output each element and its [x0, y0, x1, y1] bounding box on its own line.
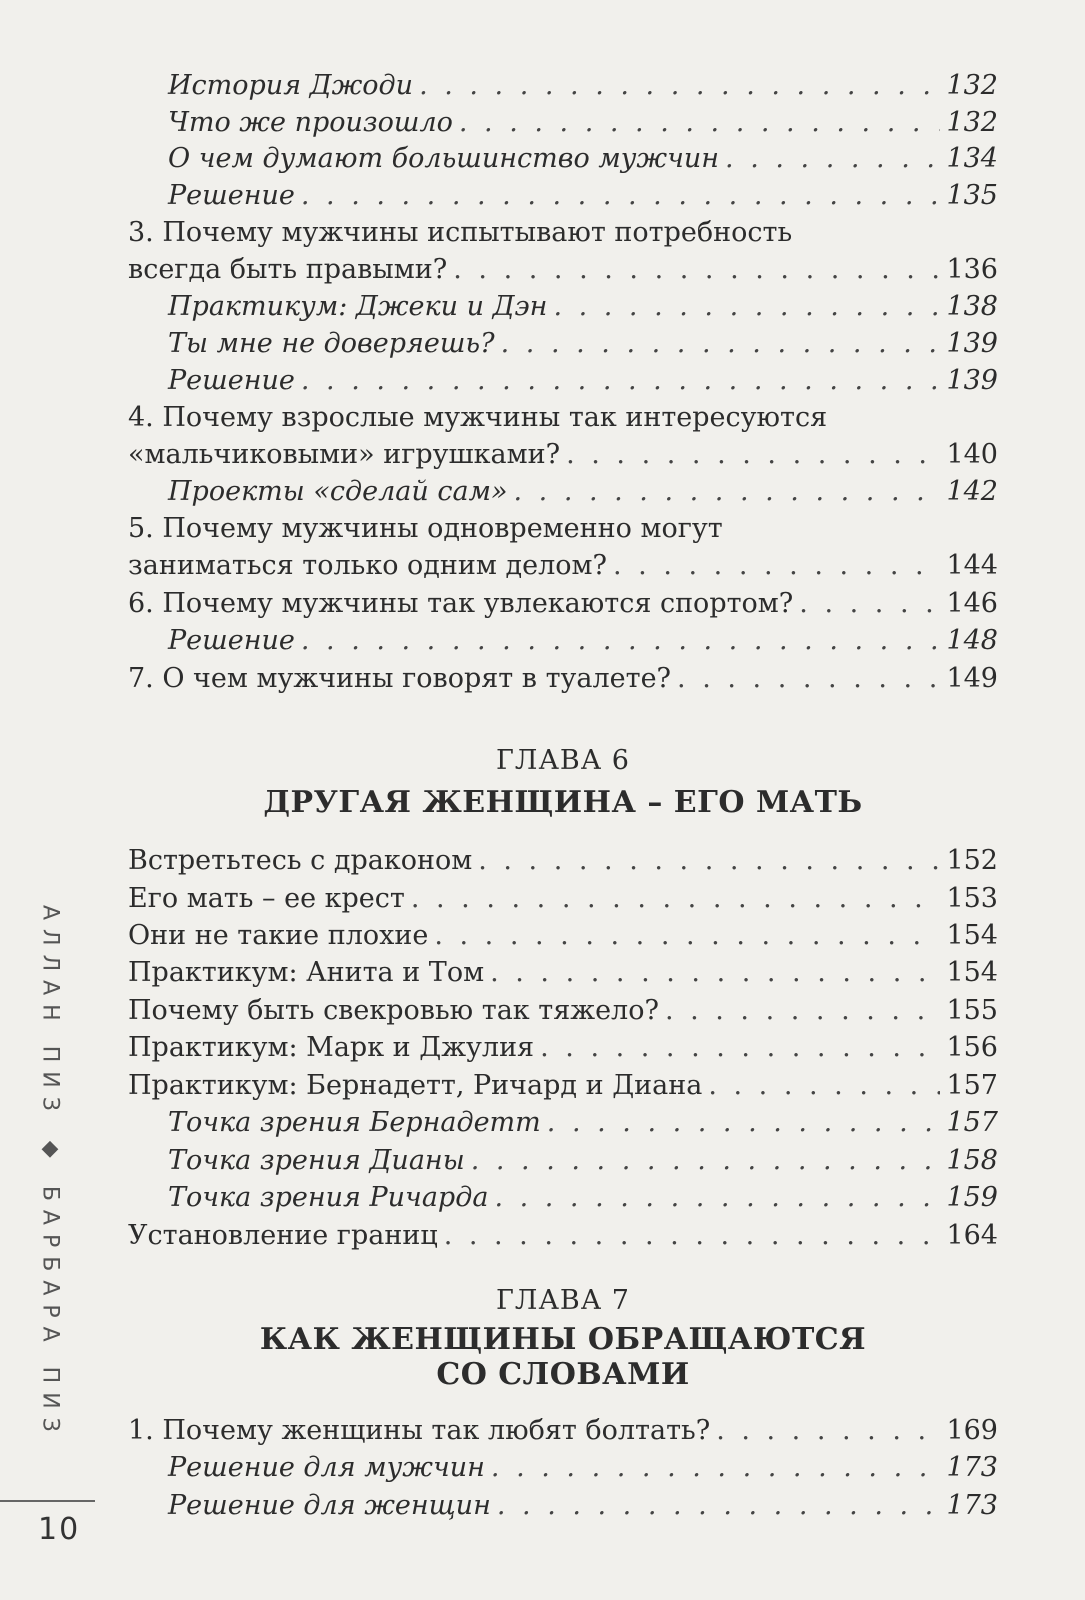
toc-entry: Практикум: Бернадетт, Ричард и Диана . . . 157: [128, 1068, 998, 1104]
toc-entry: Решение для женщин . . . 173: [168, 1488, 998, 1524]
toc-entry: Практикум: Марк и Джулия . . . 156: [128, 1030, 998, 1066]
toc-entry: Они не такие плохие . . . 154: [128, 918, 998, 954]
toc-entry: Его мать – ее крест . . . 153: [128, 881, 998, 917]
toc-entry: 6. Почему мужчины так увлекаются спортом? . . . 146: [128, 586, 998, 622]
toc-entry: Установление границ . . . 164: [128, 1218, 998, 1254]
toc-entry: 7. О чем мужчины говорят в туалете? . . . 149: [128, 661, 998, 697]
chapter-label: ГЛАВА 6: [496, 745, 630, 776]
toc-entry: Решение для мужчин . . . 173: [168, 1450, 998, 1486]
toc-entry: Решение . . . 148: [168, 623, 998, 659]
running-head-authors: АЛЛАН ПИЗ ◆ БАРБАРА ПИЗ: [37, 905, 63, 1441]
toc-entry: заниматься только одним делом? . . . 144: [128, 548, 998, 584]
toc-entry: Решение . . . 139: [168, 363, 998, 399]
toc-entry-first-line: 3. Почему мужчины испытывают потребность: [128, 217, 793, 248]
toc-entry-first-line: 4. Почему взрослые мужчины так интересуются: [128, 402, 828, 433]
toc-entry: всегда быть правыми? . . . 136: [128, 252, 998, 288]
toc-entry: Встретьтесь с драконом . . . 152: [128, 843, 998, 879]
toc-entry: История Джоди . . . 132: [168, 68, 998, 104]
chapter-title: ДРУГАЯ ЖЕНЩИНА – ЕГО МАТЬ: [263, 785, 863, 820]
toc-entry: Практикум: Анита и Том . . . 154: [128, 955, 998, 991]
toc-entry: Точка зрения Бернадетт . . . 157: [168, 1105, 998, 1141]
toc-entry: Ты мне не доверяешь? . . . 139: [168, 326, 998, 362]
toc-entry: Точка зрения Дианы . . . 158: [168, 1143, 998, 1179]
page-number: 10: [38, 1512, 81, 1547]
toc-entry: 1. Почему женщины так любят болтать? . . . 169: [128, 1413, 998, 1449]
toc-entry: Практикум: Джеки и Дэн . . . 138: [168, 289, 998, 325]
toc-entry: Что же произошло . . . 132: [168, 105, 998, 141]
toc-entry: Решение . . . 135: [168, 178, 998, 214]
toc-entry-first-line: 5. Почему мужчины одновременно могут: [128, 513, 723, 544]
chapter-label: ГЛАВА 7: [496, 1285, 630, 1316]
chapter-title-line1: КАК ЖЕНЩИНЫ ОБРАЩАЮТСЯ: [259, 1322, 867, 1357]
toc-entry: Точка зрения Ричарда . . . 159: [168, 1180, 998, 1216]
toc-entry: Проекты «сделай сам» . . . 142: [168, 474, 998, 510]
toc-entry: О чем думают большинство мужчин . . . 134: [168, 141, 998, 177]
toc-entry: Почему быть свекровью так тяжело? . . . 155: [128, 993, 998, 1029]
page-number-rule: [0, 1500, 95, 1502]
toc-entry: «мальчиковыми» игрушками? . . . 140: [128, 437, 998, 473]
chapter-title-line2: СО СЛОВАМИ: [436, 1357, 690, 1392]
